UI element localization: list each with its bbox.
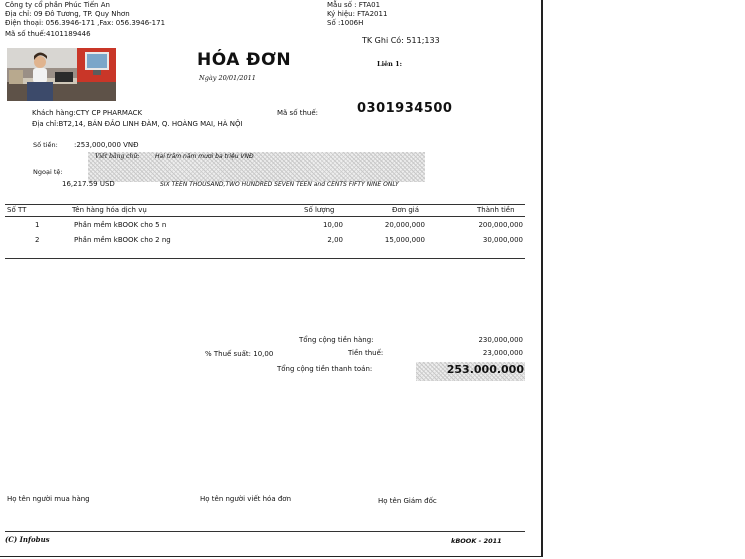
fx-in-words: SIX TEEN THOUSAND,TWO HUNDRED SEVEN TEEN and CENTS FIFTY NINE ONLY	[160, 181, 399, 188]
col-header-price: Đơn giá	[392, 206, 420, 214]
credit-account: TK Ghi Có: 511;133	[362, 36, 440, 45]
subtotal-value: 230,000,000	[478, 336, 523, 344]
invoice-date: Ngày 20/01/2011	[199, 74, 256, 82]
row-qty: 10,00	[322, 221, 343, 229]
row-qty: 2,00	[327, 236, 343, 244]
row-item: Phần mềm kBOOK cho 5 n	[74, 221, 167, 229]
company-address: Địa chỉ: 09 Đô Tương, TP. Quy Nhơn	[5, 10, 130, 18]
row-price: 20,000,000	[384, 221, 425, 229]
invoice-number: Số :1006H	[327, 19, 364, 27]
amount-value: :253,000,000 VNĐ	[74, 141, 139, 149]
footer-copyright: (C) Infobus	[5, 535, 50, 544]
vat-rate: % Thuế suất: 10,00	[205, 350, 274, 358]
col-header-amount: Thành tiền	[477, 206, 515, 214]
footer-product: kBOOK - 2011	[451, 537, 502, 545]
row-index: 2	[35, 236, 40, 244]
table-top-rule	[5, 204, 525, 205]
form-symbol: Ký hiệu: FTA2011	[327, 10, 388, 18]
amount-words-label: Viết bằng chữ:	[95, 153, 140, 160]
subtotal-label: Tổng cộng tiền hàng:	[299, 336, 374, 344]
row-item: Phần mềm kBOOK cho 2 ng	[74, 236, 171, 244]
signature-buyer: Họ tên người mua hàng	[7, 495, 90, 503]
vat-label: Tiền thuế:	[348, 349, 384, 357]
signature-director: Họ tên Giám đốc	[378, 497, 437, 505]
signature-writer: Họ tên người viết hóa đơn	[200, 495, 292, 503]
customer-address: Địa chỉ:BT2,14, BÁN ĐẢO LINH ĐÀM, Q. HOÀNG MAI, HÀ NỘI	[32, 120, 243, 128]
table-header-rule	[5, 216, 525, 217]
col-header-qty: Số lượng	[304, 206, 335, 214]
company-logo-photo	[7, 48, 116, 101]
col-header-index: Số TT	[7, 206, 27, 214]
col-header-item: Tên hàng hóa dịch vụ	[72, 206, 147, 214]
company-tax-code: Mã số thuế:4101189446	[5, 30, 91, 38]
invoice-copy: Liên 1:	[377, 60, 403, 68]
fx-value: 16,217.59 USD	[62, 180, 115, 188]
customer-name: Khách hàng:CTY CP PHARMACK	[32, 109, 143, 117]
grand-total-value: 253.000.000	[446, 363, 524, 376]
fx-label: Ngoại tệ:	[33, 168, 63, 176]
amount-label: Số tiền:	[33, 141, 58, 149]
table-bottom-rule	[5, 258, 525, 259]
form-number: Mẫu số : FTA01	[327, 1, 381, 9]
amount-in-words: Hai trăm năm mươi ba triệu VNĐ	[155, 153, 254, 160]
row-price: 15,000,000	[384, 236, 425, 244]
customer-tax-label: Mã số thuế:	[277, 109, 318, 117]
company-name: Công ty cổ phần Phúc Tiến An	[5, 1, 110, 9]
footer-rule	[5, 531, 525, 532]
row-amount: 200,000,000	[478, 221, 523, 229]
vat-value: 23,000,000	[482, 349, 523, 357]
row-amount: 30,000,000	[482, 236, 523, 244]
company-phone-fax: Điện thoại: 056.3946-171 ,Fax: 056.3946-171	[5, 19, 166, 27]
grand-total-label: Tổng cộng tiền thanh toán:	[277, 365, 373, 373]
customer-tax-code: 0301934500	[357, 101, 453, 116]
invoice-title: HÓA ĐƠN	[197, 50, 292, 70]
row-index: 1	[35, 221, 40, 229]
